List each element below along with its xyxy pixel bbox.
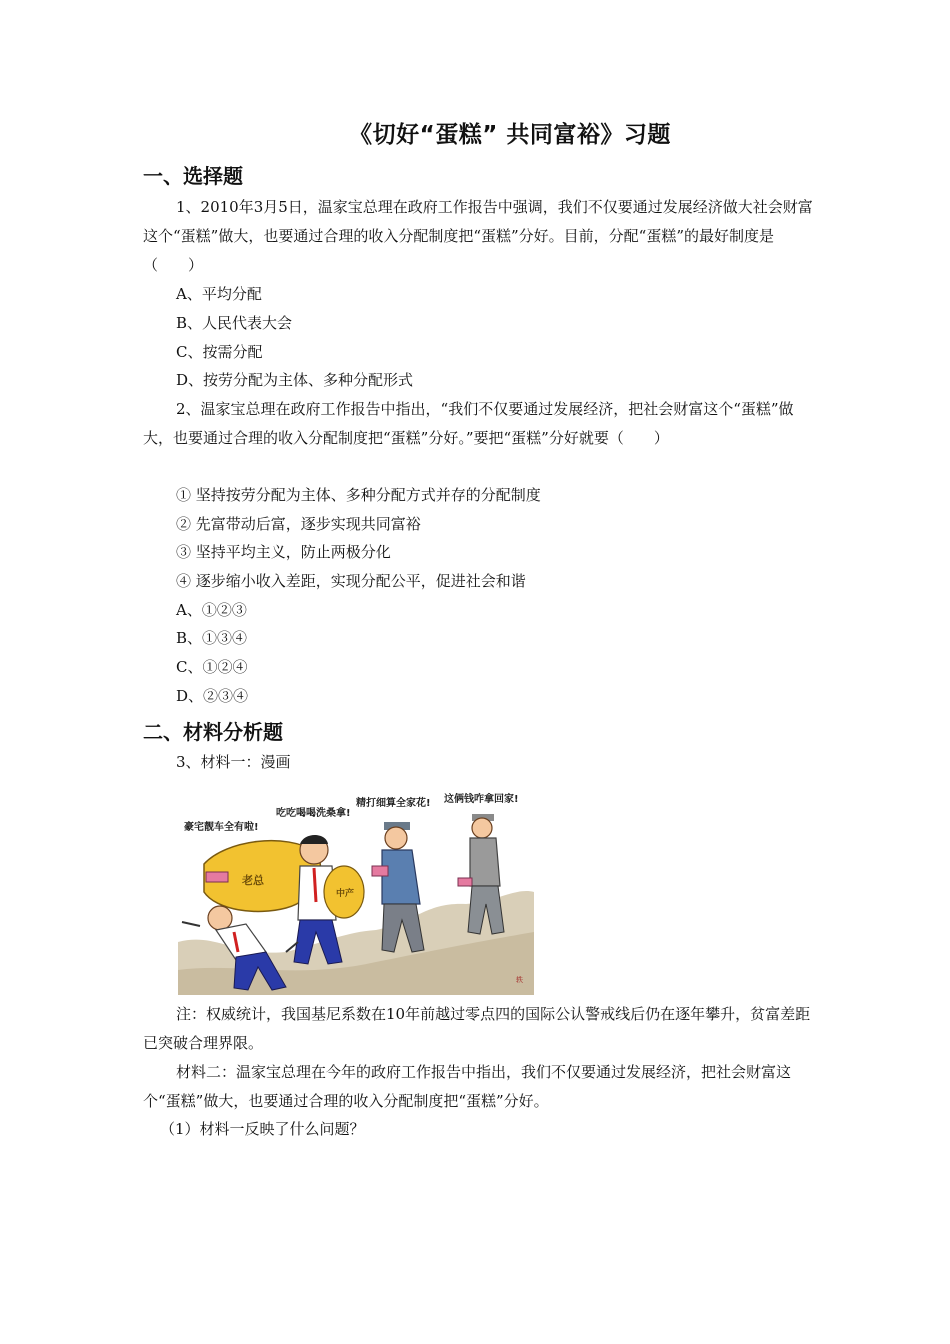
q2-option-b: B、①③④	[176, 629, 248, 647]
bag-label: 中产	[336, 889, 355, 899]
question-1-stem: 1、2010年3月5日，温家宝总理在政府工作报告中强调，我们不仅要通过发展经济做大社会财富这个“蛋糕”做大，也要通过合理的收入分配制度把“蛋糕”分好。目前，分配“蛋糕”的最好制度是（ ）	[143, 198, 813, 274]
question-2-stem: 2、温家宝总理在政府工作报告中指出，“我们不仅要通过发展经济，把社会财富这个“蛋糕”做大，也要通过合理的收入分配制度把“蛋糕”分好。”要把“蛋糕”分好就要（ ）	[143, 400, 794, 447]
q1-option-a: A、平均分配	[176, 285, 262, 303]
q2-option-a: A、①②③	[176, 601, 247, 619]
q1-option-c: C、按需分配	[176, 343, 263, 361]
cartoon-illustration	[176, 792, 536, 995]
bubble-3: 精打细算全家花!	[356, 798, 431, 809]
note-text: 注：权威统计，我国基尼系数在10年前越过零点四的国际公认警戒线后仍在逐年攀升，贫富差距已突破合理界限。	[143, 1005, 811, 1052]
subquestion-1: （1）材料一反映了什么问题？	[160, 1120, 365, 1138]
q2-item-2: ② 先富带动后富，逐步实现共同富裕	[176, 515, 421, 533]
question-3-intro: 3、材料一：漫画	[176, 753, 291, 771]
page-title: 《切好“蛋糕” 共同富裕》习题	[349, 122, 671, 148]
bubble-1: 豪宅靓车全有啦!	[184, 822, 259, 833]
section-heading-choice: 一、选择题	[143, 164, 243, 188]
q2-item-1: ① 坚持按劳分配为主体、多种分配方式并存的分配制度	[176, 486, 541, 504]
artist-sign: 轶	[516, 976, 523, 984]
q2-option-d: D、②③④	[176, 687, 249, 705]
q2-item-4: ④ 逐步缩小收入差距，实现分配公平，促进社会和谐	[176, 572, 526, 590]
bubble-4: 这俩钱咋拿回家!	[444, 794, 519, 805]
sack-label: 老总	[242, 874, 264, 887]
section-heading-analysis: 二、材料分析题	[143, 720, 283, 744]
bubble-2: 吃吃喝喝洗桑拿!	[276, 808, 351, 819]
q2-item-3: ③ 坚持平均主义，防止两极分化	[176, 543, 391, 561]
q1-option-b: B、人民代表大会	[176, 314, 293, 332]
q1-option-d: D、按劳分配为主体、多种分配形式	[176, 371, 414, 389]
q2-option-c: C、①②④	[176, 658, 248, 676]
material-2-text: 材料二：温家宝总理在今年的政府工作报告中指出，我们不仅要通过发展经济，把社会财富这个“蛋糕”做大，也要通过合理的收入分配制度把“蛋糕”分好。	[143, 1063, 792, 1110]
